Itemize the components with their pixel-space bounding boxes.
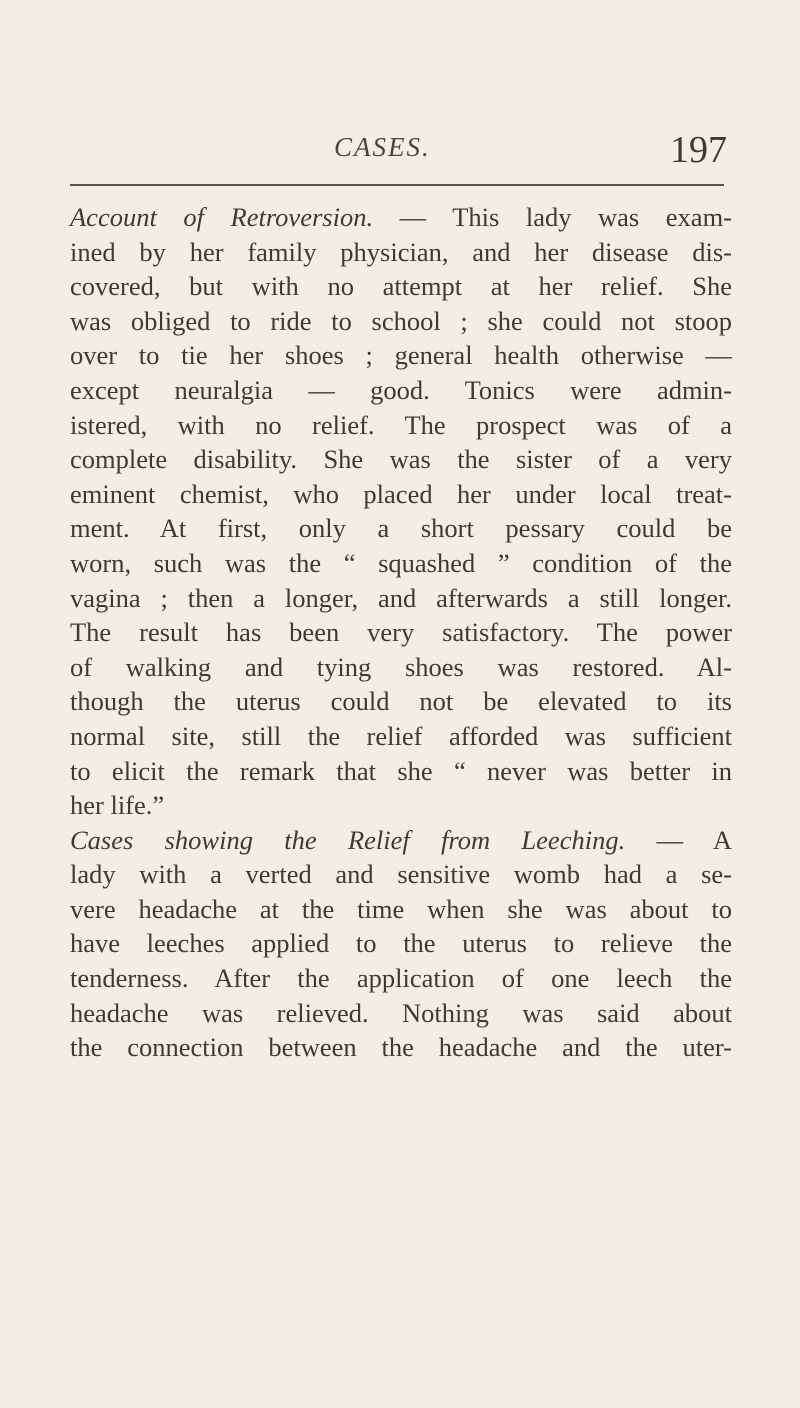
- line-text: headache was relieved. Nothing was said about: [70, 997, 732, 1028]
- line-text: complete disability. She was the sister of a very: [70, 444, 732, 475]
- text-line: [70, 823, 732, 858]
- line-text: the connection between the headache and the uter-: [70, 1032, 732, 1063]
- text-line: [70, 1030, 732, 1065]
- line-text: ment. At first, only a short pessary could be: [70, 513, 732, 544]
- text-line: [70, 408, 732, 443]
- page-header: [0, 129, 800, 176]
- line-text: eminent chemist, who placed her under local treat-: [70, 478, 732, 509]
- header-rule: [70, 184, 724, 186]
- line-text: have leeches applied to the uterus to relieve the: [70, 928, 732, 959]
- body-text: [70, 200, 732, 1065]
- text-line: [70, 788, 732, 823]
- line-text: lady with a verted and sensitive womb had a se-: [70, 859, 732, 890]
- text-line: [70, 200, 732, 235]
- line-text: ined by her family physician, and her disease dis-: [70, 236, 732, 267]
- section-heading: Cases showing the Relief from Leeching.: [70, 824, 626, 855]
- text-line: [70, 442, 732, 477]
- line-text: The result has been very satisfactory. The power: [70, 617, 732, 648]
- line-text: vagina ; then a longer, and afterwards a still longer.: [70, 582, 732, 613]
- text-line: [70, 926, 732, 961]
- section-heading: Account of Retroversion.: [70, 202, 374, 232]
- text-line: [70, 754, 732, 789]
- text-line: [70, 857, 732, 892]
- line-text: normal site, still the relief afforded was sufficient: [70, 720, 732, 751]
- text-line: [70, 892, 732, 927]
- line-text: though the uterus could not be elevated to its: [70, 686, 732, 717]
- text-line: [70, 996, 732, 1031]
- line-text: vere headache at the time when she was about to: [70, 893, 732, 924]
- text-line: [70, 719, 732, 754]
- line-text: her life.”: [70, 790, 165, 821]
- text-line: [70, 650, 732, 685]
- line-text: was obliged to ride to school ; she could not stoop: [70, 305, 732, 336]
- text-line: [70, 546, 732, 581]
- text-line: [70, 235, 732, 270]
- line-text: except neuralgia — good. Tonics were admin-: [70, 374, 732, 405]
- text-line: [70, 304, 732, 339]
- text-line: [70, 581, 732, 616]
- text-line: [70, 684, 732, 719]
- line-text: — A: [625, 824, 732, 855]
- running-head: CASES.: [334, 132, 431, 162]
- page-number: 197: [670, 129, 727, 171]
- text-line: [70, 373, 732, 408]
- line-text: covered, but with no attempt at her relief. She: [70, 271, 732, 302]
- text-line: [70, 338, 732, 373]
- line-text: to elicit the remark that she “ never was better in: [70, 755, 732, 786]
- line-text: — This lady was exam-: [373, 202, 733, 232]
- text-line: [70, 477, 732, 512]
- text-line: [70, 615, 732, 650]
- text-line: [70, 269, 732, 304]
- line-text: of walking and tying shoes was restored. Al-: [70, 651, 732, 682]
- line-text: istered, with no relief. The prospect was of a: [70, 409, 732, 440]
- text-line: [70, 511, 732, 546]
- text-line: [70, 961, 732, 996]
- line-text: worn, such was the “ squashed ” condition of the: [70, 547, 732, 578]
- line-text: tenderness. After the application of one leech the: [70, 963, 732, 994]
- line-text: over to tie her shoes ; general health otherwise —: [70, 340, 732, 371]
